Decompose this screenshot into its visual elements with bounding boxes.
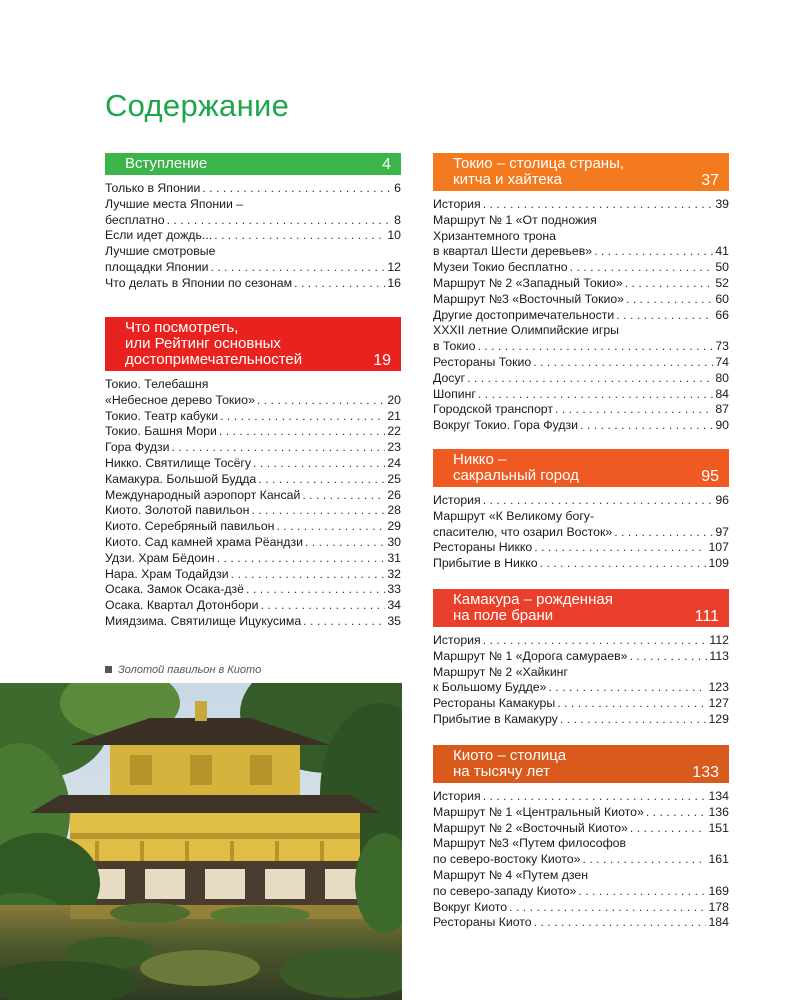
toc-entry-last-line [433, 915, 729, 931]
toc-entry[interactable] [433, 509, 729, 541]
toc-entry[interactable] [433, 292, 729, 308]
toc-entry[interactable] [433, 556, 729, 572]
toc-entry[interactable] [433, 868, 729, 900]
toc-entry-title: История [433, 493, 481, 507]
toc-entry-page: 97 [715, 524, 729, 539]
toc-leader-dots [548, 680, 706, 696]
toc-entry-line: Маршрут №3 «Путем философов [433, 836, 627, 851]
toc-entry-list [433, 789, 729, 931]
toc-leader-dots [483, 493, 714, 509]
toc-leader-dots [483, 633, 708, 649]
toc-entry-last-line [105, 181, 401, 197]
toc-entry-title: Вокруг Киото [433, 899, 508, 914]
toc-entry-title: Рестораны Токио [433, 354, 532, 369]
toc-entry-title: Досуг [433, 370, 466, 385]
toc-leader-dots [258, 472, 385, 488]
toc-entry-page: 84 [715, 386, 729, 401]
toc-entry-page: 96 [715, 493, 729, 507]
section-header[interactable] [105, 153, 401, 175]
golden-pavilion-photo [0, 683, 402, 1000]
toc-entry[interactable] [433, 665, 729, 697]
toc-entry[interactable] [105, 197, 401, 229]
section-page-number: 95 [701, 468, 719, 485]
toc-leader-dots [616, 308, 713, 324]
toc-entry-title: Рестораны Никко [433, 540, 533, 555]
toc-leader-dots [557, 696, 706, 712]
toc-entry-last-line [105, 488, 401, 504]
section-title-line: Токио – столица страны, [453, 155, 625, 172]
toc-entry[interactable] [105, 181, 401, 197]
toc-entry-title: История [433, 789, 481, 803]
toc-entry-page: 20 [387, 392, 401, 407]
toc-entry-title: в Токио [433, 339, 476, 354]
toc-entry-title: Рестораны Камакуры [433, 696, 556, 711]
toc-leader-dots [540, 556, 707, 572]
toc-entry-page: 31 [387, 550, 401, 565]
toc-entry-last-line [433, 371, 729, 387]
toc-entry-title: Гора Фудзи [105, 440, 170, 455]
toc-entry-last-line [433, 244, 729, 260]
toc-entry-page: 66 [715, 307, 729, 322]
toc-leader-dots [294, 276, 385, 292]
photo-caption [105, 664, 261, 676]
toc-entry-last-line [433, 556, 729, 572]
section-title-line: на поле брани [453, 607, 554, 624]
toc-entry-title: Маршрут № 1 «Дорога самураев» [433, 648, 628, 663]
toc-entry-page: 74 [715, 354, 729, 369]
toc-entry-last-line [433, 805, 729, 821]
section-title-line: китча и хайтека [453, 171, 563, 188]
toc-entry-page: 184 [708, 915, 729, 930]
toc-entry-last-line [433, 884, 729, 900]
caption-text: Золотой павильон в Киото [118, 664, 262, 676]
toc-leader-dots [253, 456, 385, 472]
golden-pavilion-illustration [0, 683, 402, 1000]
toc-entry[interactable] [433, 836, 729, 868]
toc-entry-page: 107 [708, 540, 729, 555]
toc-entry-title: Вокруг Токио. Гора Фудзи [433, 418, 579, 433]
toc-entry-page: 35 [387, 613, 401, 628]
toc-entry[interactable] [105, 276, 401, 292]
toc-entry-page: 16 [387, 275, 401, 290]
toc-entry-title: Осака. Замок Осака-дзё [105, 582, 245, 597]
section-kyoto [433, 745, 729, 931]
toc-leader-dots [202, 181, 392, 197]
toc-entry[interactable] [433, 355, 729, 371]
toc-entry-last-line [433, 493, 729, 509]
toc-leader-dots [582, 852, 706, 868]
toc-entry-title: Музеи Токио бесплатно [433, 260, 568, 275]
toc-entry-page: 112 [709, 633, 729, 647]
toc-entry-last-line [433, 260, 729, 276]
toc-entry-last-line [433, 712, 729, 728]
section-title-line: Что посмотреть, [125, 319, 239, 336]
section-title-line: Вступление [125, 155, 208, 172]
toc-entry-title: Осака. Квартал Дотонбори [105, 598, 259, 613]
toc-entry-page: 24 [387, 455, 401, 470]
toc-entry-last-line [433, 696, 729, 712]
toc-entry-page: 6 [394, 181, 401, 195]
toc-entry-title: Только в Японии [105, 181, 201, 195]
toc-entry-title: Рестораны Киото [433, 915, 532, 930]
toc-leader-dots [555, 402, 713, 418]
toc-entry-title: Если идет дождь... [105, 228, 213, 243]
toc-entry-page: 21 [387, 408, 401, 423]
section-what-to-see [105, 317, 401, 630]
section-title-line: на тысячу лет [453, 763, 551, 780]
toc-entry-line: Маршрут «К Великому богу- [433, 508, 595, 523]
toc-entry[interactable] [105, 598, 401, 614]
section-kamakura [433, 589, 729, 728]
toc-entry-page: 29 [387, 519, 401, 534]
section-page-number: 4 [382, 156, 391, 173]
toc-leader-dots [211, 260, 386, 276]
toc-entry-title: Маршрут № 2 «Восточный Киото» [433, 820, 628, 835]
toc-entry[interactable] [105, 503, 401, 519]
toc-entry[interactable] [105, 535, 401, 551]
toc-leader-dots [578, 884, 706, 900]
toc-entry-last-line [105, 567, 401, 583]
toc-entry-last-line [105, 519, 401, 535]
toc-leader-dots [483, 789, 707, 805]
toc-entry[interactable] [433, 915, 729, 931]
toc-entry-last-line [433, 402, 729, 418]
toc-entry-title: Прибытие в Камакуру [433, 711, 558, 726]
toc-entry-title: Маршрут № 2 «Западный Токио» [433, 275, 623, 290]
caption-square-icon [105, 666, 112, 673]
section-nikko [433, 449, 729, 572]
section-title-line: сакральный город [453, 467, 579, 484]
toc-entry-line: Маршрут № 2 «Хайкинг [433, 664, 568, 679]
toc-entry-title: Прибытие в Никко [433, 556, 538, 571]
toc-entry[interactable] [433, 402, 729, 418]
toc-entry-title: Камакура. Большой Будда [105, 471, 257, 486]
toc-entry-title: История [433, 633, 481, 647]
toc-entry-page: 161 [708, 852, 729, 867]
section-title-line: или Рейтинг основных [125, 335, 281, 352]
toc-entry-line: Лучшие места Японии – [105, 196, 244, 211]
toc-leader-dots [172, 440, 386, 456]
toc-entry-page: 32 [387, 566, 401, 581]
toc-entry-page: 50 [715, 260, 729, 275]
toc-leader-dots [625, 276, 714, 292]
toc-entry-last-line [433, 649, 729, 665]
toc-entry-title: Никко. Святилище Тосёгу [105, 455, 252, 470]
toc-entry-title: Удзи. Храм Бёдоин [105, 550, 215, 565]
section-page-number: 37 [701, 172, 719, 189]
toc-leader-dots [560, 712, 707, 728]
toc-entry-page: 10 [387, 228, 401, 243]
toc-leader-dots [167, 213, 393, 229]
toc-entry[interactable] [433, 197, 729, 213]
section-page-number: 133 [692, 764, 719, 781]
toc-entry-line: Лучшие смотровые [105, 244, 216, 259]
toc-entry-title: Киото. Сад камней храма Рёандзи [105, 534, 303, 549]
toc-entry[interactable] [105, 424, 401, 440]
toc-leader-dots [231, 567, 386, 583]
toc-entry-last-line [105, 551, 401, 567]
toc-entry[interactable] [433, 649, 729, 665]
toc-entry[interactable] [433, 260, 729, 276]
toc-entry-page: 34 [387, 598, 401, 613]
toc-entry-title: Маршрут №3 «Восточный Токио» [433, 291, 624, 306]
toc-entry-page: 178 [708, 899, 729, 914]
toc-leader-dots [257, 393, 385, 409]
toc-leader-dots [477, 339, 713, 355]
toc-entry-title: Токио. Театр кабуки [105, 408, 219, 423]
toc-entry-last-line [433, 387, 729, 403]
toc-entry-page: 26 [387, 487, 401, 502]
toc-entry-page: 127 [708, 696, 729, 711]
toc-entry[interactable] [105, 582, 401, 598]
section-title-line: достопримечательностей [125, 351, 303, 368]
toc-leader-dots [630, 821, 707, 837]
toc-entry-list [433, 493, 729, 572]
toc-leader-dots [570, 260, 714, 276]
toc-entry-title: Городской транспорт [433, 402, 553, 417]
toc-entry-last-line [105, 409, 401, 425]
toc-entry[interactable] [433, 371, 729, 387]
toc-entry-line: Маршрут № 4 «Путем дзен [433, 867, 589, 882]
toc-entry-page: 73 [715, 339, 729, 354]
toc-entry-last-line [105, 260, 401, 276]
toc-entry-last-line [433, 292, 729, 308]
toc-entry-last-line [105, 598, 401, 614]
toc-entry[interactable] [433, 821, 729, 837]
toc-entry-line: XXXII летние Олимпийские игры [433, 323, 620, 338]
toc-entry-list [433, 197, 729, 434]
toc-entry[interactable] [433, 213, 729, 260]
section-header[interactable] [433, 449, 729, 487]
toc-entry-title: Маршрут № 1 «Центральный Киото» [433, 804, 644, 819]
toc-entry-last-line [433, 852, 729, 868]
toc-entry[interactable] [433, 712, 729, 728]
section-tokyo [433, 153, 729, 434]
toc-entry-page: 90 [715, 418, 729, 433]
toc-entry[interactable] [105, 472, 401, 488]
toc-leader-dots [251, 503, 385, 519]
toc-entry-title: «Небесное дерево Токио» [105, 392, 255, 407]
toc-entry-last-line [433, 197, 729, 213]
toc-entry-page: 87 [715, 402, 729, 417]
section-header[interactable] [433, 589, 729, 627]
toc-entry[interactable] [105, 456, 401, 472]
toc-leader-dots [534, 540, 706, 556]
toc-entry-page: 41 [715, 244, 729, 259]
toc-entry-page: 52 [715, 275, 729, 290]
toc-leader-dots [217, 551, 386, 567]
toc-entry-last-line [105, 503, 401, 519]
toc-entry-page: 80 [715, 370, 729, 385]
toc-leader-dots [303, 614, 385, 630]
toc-entry-last-line [433, 276, 729, 292]
toc-leader-dots [614, 525, 713, 541]
toc-leader-dots [478, 387, 713, 403]
toc-entry[interactable] [105, 228, 401, 244]
toc-entry-line: Маршрут № 1 «От подножия [433, 212, 597, 227]
toc-entry-title: Киото. Золотой павильон [105, 503, 250, 518]
toc-entry-title: площадки Японии [105, 259, 209, 274]
toc-entry-page: 109 [708, 556, 729, 571]
toc-entry-list [433, 633, 729, 728]
toc-leader-dots [533, 355, 713, 371]
toc-entry-last-line [105, 456, 401, 472]
toc-entry-last-line [433, 789, 729, 805]
toc-entry[interactable] [105, 440, 401, 456]
toc-leader-dots [594, 244, 713, 260]
section-page-number: 111 [694, 608, 719, 625]
toc-entry-last-line [105, 582, 401, 598]
toc-entry[interactable] [433, 633, 729, 649]
toc-entry-title: в квартал Шести деревьев» [433, 244, 593, 259]
toc-entry[interactable] [433, 900, 729, 916]
toc-entry-list [105, 377, 401, 630]
toc-leader-dots [261, 598, 386, 614]
toc-entry[interactable] [105, 567, 401, 583]
toc-entry-page: 30 [387, 534, 401, 549]
toc-leader-dots [467, 371, 713, 387]
toc-entry-page: 28 [387, 503, 401, 518]
toc-entry-last-line [433, 821, 729, 837]
toc-entry-page: 123 [708, 680, 729, 695]
toc-entry-last-line [433, 900, 729, 916]
toc-entry[interactable] [433, 308, 729, 324]
toc-entry-title: спасителю, что озарил Восток» [433, 524, 613, 539]
toc-entry-last-line [433, 418, 729, 434]
section-intro [105, 153, 401, 292]
toc-entry[interactable] [105, 488, 401, 504]
toc-entry-page: 113 [709, 648, 729, 663]
toc-entry[interactable] [105, 551, 401, 567]
toc-entry[interactable] [433, 418, 729, 434]
toc-leader-dots [276, 519, 385, 535]
toc-entry-page: 129 [708, 711, 729, 726]
toc-entry-page: 25 [387, 471, 401, 486]
toc-leader-dots [214, 228, 385, 244]
toc-leader-dots [509, 900, 706, 916]
toc-entry-title: Другие достопримечательности [433, 307, 615, 322]
toc-entry-last-line [105, 393, 401, 409]
toc-entry-page: 8 [394, 212, 401, 227]
toc-entry[interactable] [105, 377, 401, 409]
page-title: Содержание [105, 88, 290, 123]
toc-entry-title: по северо-востоку Киото» [433, 852, 581, 867]
toc-entry-page: 12 [387, 259, 401, 274]
toc-entry-last-line [105, 614, 401, 630]
toc-entry[interactable] [433, 805, 729, 821]
toc-entry[interactable] [433, 696, 729, 712]
toc-entry[interactable] [433, 493, 729, 509]
toc-entry-last-line [105, 440, 401, 456]
toc-entry-last-line [433, 540, 729, 556]
toc-entry-title: Токио. Башня Мори [105, 424, 217, 439]
toc-entry-line: Хризантемного трона [433, 228, 557, 243]
toc-entry-title: Миядзима. Святилище Ицукусима [105, 613, 302, 628]
toc-entry[interactable] [105, 614, 401, 630]
toc-entry-last-line [105, 276, 401, 292]
toc-entry-page: 136 [708, 804, 729, 819]
toc-entry[interactable] [433, 789, 729, 805]
toc-entry-page: 39 [715, 197, 729, 211]
toc-entry-title: Международный аэропорт Кансай [105, 487, 301, 502]
toc-entry-last-line [433, 355, 729, 371]
toc-entry-page: 22 [387, 424, 401, 439]
toc-entry-page: 134 [708, 789, 729, 803]
section-page-number: 19 [373, 352, 391, 369]
toc-entry-last-line [433, 633, 729, 649]
toc-leader-dots [220, 409, 385, 425]
toc-entry-title: Что делать в Японии по сезонам [105, 275, 293, 290]
toc-entry-last-line [433, 339, 729, 355]
toc-leader-dots [534, 915, 707, 931]
toc-entry-page: 169 [708, 883, 729, 898]
toc-entry-last-line [433, 308, 729, 324]
toc-entry-last-line [433, 680, 729, 696]
toc-leader-dots [629, 649, 707, 665]
section-title-line: Киото – столица [453, 747, 567, 764]
toc-leader-dots [646, 805, 707, 821]
toc-entry-last-line [105, 213, 401, 229]
toc-entry-page: 33 [387, 582, 401, 597]
toc-entry-title: по северо-западу Киото» [433, 883, 577, 898]
toc-entry[interactable] [433, 323, 729, 355]
toc-entry-last-line [105, 472, 401, 488]
toc-entry-list [105, 181, 401, 292]
section-header[interactable] [433, 745, 729, 783]
toc-entry-last-line [433, 525, 729, 541]
toc-entry-title: История [433, 197, 481, 211]
toc-entry-title: Киото. Серебряный павильон [105, 519, 275, 534]
section-title-line: Никко – [453, 451, 507, 468]
toc-entry[interactable] [105, 519, 401, 535]
toc-entry[interactable] [433, 540, 729, 556]
toc-leader-dots [305, 535, 385, 551]
toc-entry-line: Токио. Телебашня [105, 377, 209, 391]
toc-entry[interactable] [433, 387, 729, 403]
toc-leader-dots [626, 292, 713, 308]
toc-entry-page: 60 [715, 291, 729, 306]
section-header[interactable] [105, 317, 401, 371]
toc-entry-title: Нара. Храм Тодайдзи [105, 566, 229, 581]
toc-entry-last-line [105, 424, 401, 440]
toc-leader-dots [219, 424, 385, 440]
section-title-line: Камакура – рожденная [453, 591, 613, 608]
toc-leader-dots [302, 488, 385, 504]
toc-leader-dots [580, 418, 713, 434]
toc-leader-dots [246, 582, 385, 598]
toc-entry-title: Шопинг [433, 386, 476, 401]
section-header[interactable] [433, 153, 729, 191]
toc-entry-page: 151 [708, 820, 729, 835]
toc-entry-last-line [105, 535, 401, 551]
toc-entry-title: к Большому Будде» [433, 680, 547, 695]
toc-entry[interactable] [433, 276, 729, 292]
toc-entry[interactable] [105, 244, 401, 276]
toc-leader-dots [483, 197, 714, 213]
toc-entry[interactable] [105, 409, 401, 425]
toc-entry-page: 23 [387, 440, 401, 455]
toc-entry-title: бесплатно [105, 212, 165, 227]
toc-entry-last-line [105, 228, 401, 244]
